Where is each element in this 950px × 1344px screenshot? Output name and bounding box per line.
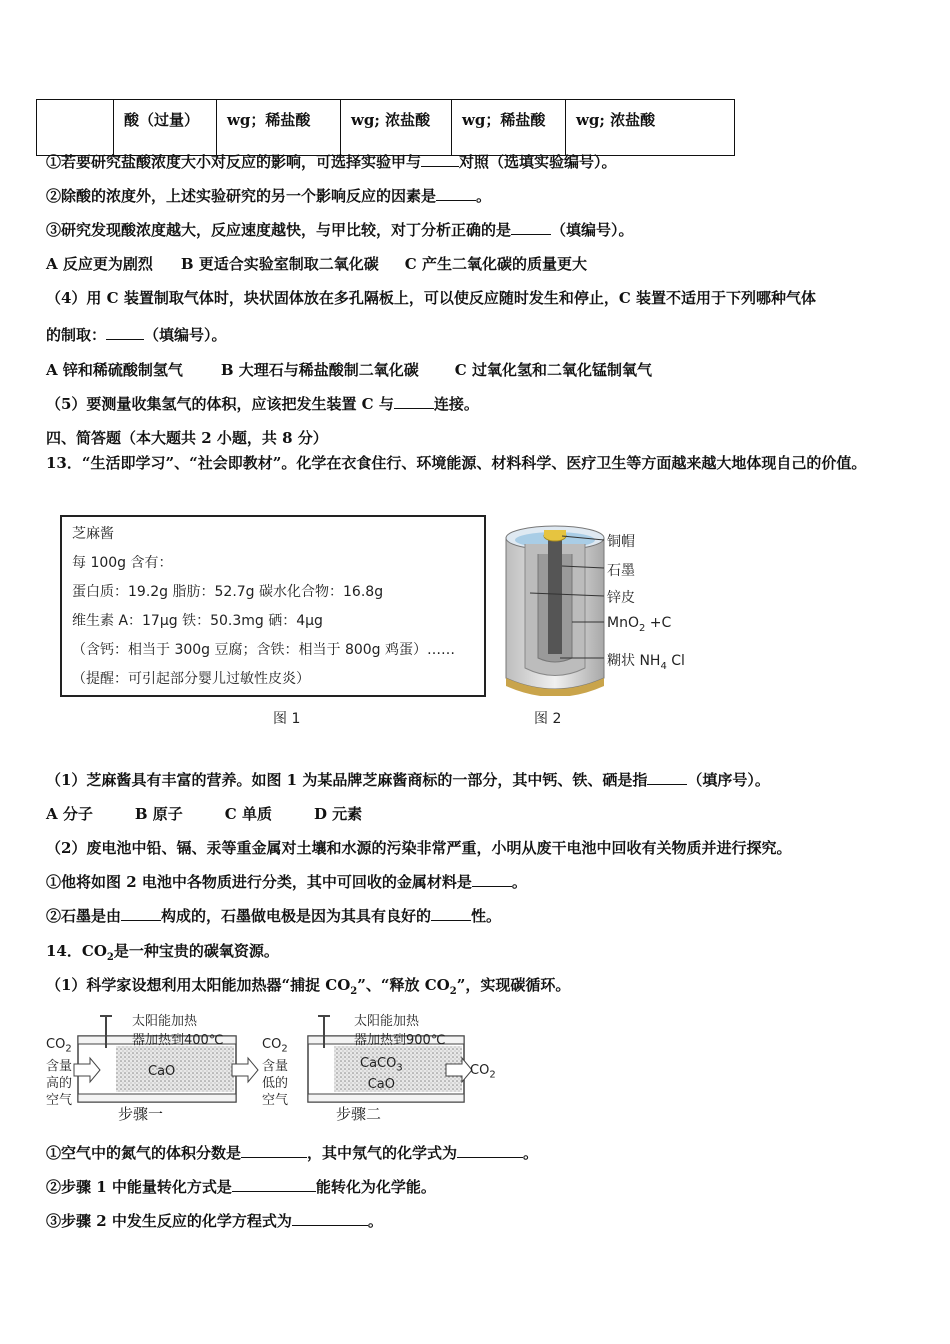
cao-label-1: CaO — [148, 1064, 176, 1079]
answer-blank[interactable] — [121, 906, 161, 921]
step2-label: 步骤二 — [336, 1105, 382, 1123]
label-row: （含钙：相当于 300g 豆腐；含铁：相当于 800g 鸡蛋）…… — [72, 642, 456, 658]
table-cell: wg; 浓盐酸 — [566, 100, 735, 156]
figure-1-caption: 图 1 — [273, 711, 301, 727]
q12-line2: ②除酸的浓度外，上述实验研究的另一个影响反应的因素是 。 — [46, 187, 492, 205]
label-row: 每 100g 含有： — [72, 555, 173, 571]
answer-blank[interactable] — [472, 872, 512, 887]
input-air-low: $CO_2$ 含量 低的 空气 — [262, 1037, 289, 1108]
label-row: 蛋白质：19.2g 脂肪：52.7g 碳水化合物：16.8g — [72, 584, 384, 600]
table-cell — [37, 100, 114, 156]
q13-part2: （2）废电池中铅、镉、汞等重金属对土壤和水源的污染非常严重，小明从废干电池中回收有关物质并进行探究。 — [46, 839, 792, 857]
battery-label-nh4cl: 糊状 $NH_4$ Cl — [607, 653, 685, 672]
q14-part1: （1）科学家设想利用太阳能加热器“捕捉 $CO_2$”、“释放 $CO_2$”，实现碳循环。 — [46, 976, 571, 997]
table-cell: wg；稀盐酸 — [217, 100, 341, 156]
section-heading: 四、简答题（本大题共 2 小题，共 8 分） — [46, 429, 328, 447]
answer-blank[interactable] — [292, 1211, 368, 1226]
q13-part1: （1）芝麻酱具有丰富的营养。如图 1 为某品牌芝麻酱商标的一部分，其中钙、铁、硒是指 （填序号）。 — [46, 771, 770, 789]
q12-part4b: 的制取： （填编号）。 — [46, 326, 227, 344]
answer-blank[interactable] — [106, 325, 144, 340]
heater1-label: 太阳能加热 器加热到400℃ — [132, 1014, 224, 1048]
answer-blank[interactable] — [421, 152, 459, 167]
answer-blank[interactable] — [241, 1143, 307, 1158]
battery-label-graphite: 石墨 — [607, 563, 635, 579]
output-co2-label: $CO_2$ — [470, 1063, 496, 1081]
q13-part2-1: ①他将如图 2 电池中各物质进行分类，其中可回收的金属材料是 。 — [46, 873, 527, 891]
q12-line3: ③研究发现酸浓度越大，反应速度越快，与甲比较，对丁分析正确的是 （填编号）。 — [46, 221, 634, 239]
q14-line1: ①空气中的氮气的体积分数是 ，其中氖气的化学式为 。 — [46, 1144, 539, 1162]
step1-label: 步骤一 — [118, 1105, 164, 1123]
label-row: 芝麻酱 — [72, 526, 114, 542]
answer-blank[interactable] — [436, 186, 476, 201]
q12-part4: （4）用 C 装置制取气体时，块状固体放在多孔隔板上，可以使反应随时发生和停止，C 装置不适用于下列哪种气体 — [46, 289, 816, 307]
answer-blank[interactable] — [647, 770, 687, 785]
battery-diagram — [500, 518, 612, 696]
battery-label-mno2: MnO$_2$ +C — [607, 615, 672, 634]
heater2-label: 太阳能加热 器加热到900℃ — [354, 1014, 446, 1048]
answer-blank[interactable] — [394, 394, 434, 409]
battery-label-zinc: 锌皮 — [607, 590, 635, 606]
table-row — [37, 100, 735, 156]
q12-options2: A 锌和稀硫酸制氢气 B 大理石与稀盐酸制二氧化碳 C 过氧化氢和二氧化锰制氧气 — [46, 361, 652, 379]
q13-part2-2: ②石墨是由 构成的，石墨做电极是因为其具有良好的 性。 — [46, 907, 502, 925]
q14-stem: 14．$CO_2$是一种宝贵的碳氧资源。 — [46, 942, 279, 963]
sesame-paste-label — [60, 515, 486, 697]
label-row: （提醒：可引起部分婴儿过敏性皮炎） — [72, 671, 310, 687]
label-row: 维生素 A：17μg 铁：50.3mg 硒：4μg — [72, 613, 323, 629]
answer-blank[interactable] — [457, 1143, 523, 1158]
q13-stem: 13．“生活即学习”、“社会即教材”。化学在衣食住行、环境能源、材料科学、医疗卫生等方面越来越大地体现自己的价值。 — [46, 454, 867, 472]
battery-label-copper-cap: 铜帽 — [607, 534, 635, 550]
table-cell: wg; 浓盐酸 — [341, 100, 452, 156]
answer-blank[interactable] — [232, 1177, 316, 1192]
caco3-cao-label: CaCO$_3$ CaO — [360, 1056, 403, 1092]
input-air-high: $CO_2$ 含量 高的 空气 — [46, 1037, 73, 1108]
table-cell: wg；稀盐酸 — [452, 100, 566, 156]
experiment-table — [36, 99, 735, 156]
table-cell: 酸（过量） — [114, 100, 217, 156]
q13-options: A 分子 B 原子 C 单质 D 元素 — [46, 805, 363, 823]
figure-2-caption: 图 2 — [534, 711, 562, 727]
answer-blank[interactable] — [511, 220, 551, 235]
q12-line1: ①若要研究盐酸浓度大小对反应的影响，可选择实验甲与 对照（选填实验编号）。 — [46, 153, 617, 171]
q12-options1: A 反应更为剧烈 B 更适合实验室制取二氧化碳 C 产生二氧化碳的质量更大 — [46, 255, 587, 273]
q12-part5: （5）要测量收集氢气的体积，应该把发生装置 C 与 连接。 — [46, 395, 479, 413]
q14-line3: ③步骤 2 中发生反应的化学方程式为 。 — [46, 1212, 383, 1230]
q14-line2: ②步骤 1 中能量转化方式是 能转化为化学能。 — [46, 1178, 436, 1196]
answer-blank[interactable] — [431, 906, 471, 921]
